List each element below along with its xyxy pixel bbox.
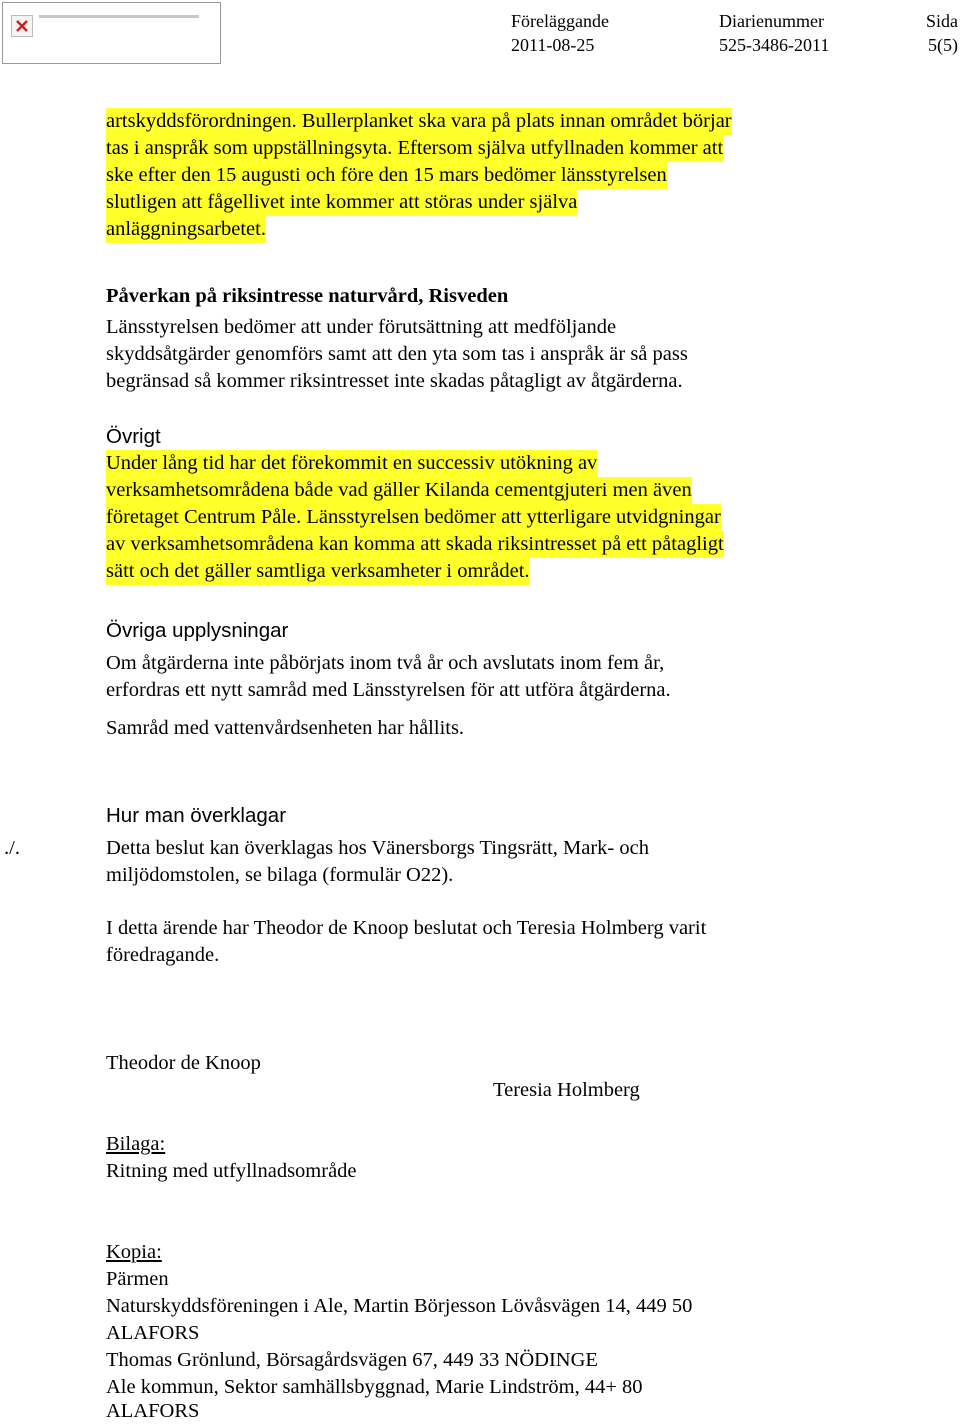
riks-line: Länsstyrelsen bedömer att under förutsättning att medföljande bbox=[106, 316, 617, 338]
intro-line: artskyddsförordningen. Bullerplanket ska vara på plats innan området börjar bbox=[106, 108, 732, 135]
intro-line: tas i anspråk som uppställningsyta. Eftersom själva utfyllnaden kommer att bbox=[106, 135, 723, 162]
header-diarie-label: Diarienummer bbox=[719, 11, 824, 31]
kopia-item: Naturskyddsföreningen i Ale, Martin Börjesson Lövåsvägen 14, 449 50 bbox=[106, 1295, 693, 1317]
kopia-item: Ale kommun, Sektor samhällsbyggnad, Marie Lindström, 44+ 80 bbox=[106, 1376, 643, 1398]
kopia-item: Pärmen bbox=[106, 1268, 169, 1290]
kopia-item: ALAFORS bbox=[106, 1400, 200, 1422]
header-date: 2011-08-25 bbox=[511, 35, 595, 55]
kopia-item: Thomas Grönlund, Börsagårdsvägen 67, 449 33 NÖDINGE bbox=[106, 1349, 598, 1371]
signature-first: Theodor de Knoop bbox=[106, 1052, 261, 1074]
alt-text-line bbox=[39, 15, 199, 18]
header-type-label: Föreläggande bbox=[511, 11, 609, 31]
ovrigt-line: sätt och det gäller samtliga verksamheter i området. bbox=[106, 558, 530, 585]
kopia-label: Kopia: bbox=[106, 1241, 162, 1263]
overklagar-line: Detta beslut kan överklagas hos Vänersborgs Tingsrätt, Mark- och bbox=[106, 837, 649, 859]
overklagar-line: miljödomstolen, se bilaga (formulär O22). bbox=[106, 864, 454, 886]
intro-line: anläggningsarbetet. bbox=[106, 216, 266, 243]
ovrigt-line: Under lång tid har det förekommit en successiv utökning av bbox=[106, 450, 597, 477]
riks-line: skyddsåtgärder genomförs samt att den yta som tas i anspråk är så pass bbox=[106, 343, 688, 365]
intro-line: slutligen att fågellivet inte kommer att störas under själva bbox=[106, 189, 577, 216]
upplysningar-extra: Samråd med vattenvårdsenheten har hållits. bbox=[106, 717, 465, 739]
decision-line: I detta ärende har Theodor de Knoop beslutat och Teresia Holmberg varit bbox=[106, 917, 707, 939]
ovrigt-line: företaget Centrum Påle. Länsstyrelsen bedömer att ytterligare utvidgningar bbox=[106, 504, 721, 531]
upplysningar-heading: Övriga upplysningar bbox=[106, 619, 289, 642]
header-page-label: Sida bbox=[925, 11, 958, 31]
header-page-number: 5(5) bbox=[928, 35, 958, 55]
ovrigt-heading: Övrigt bbox=[106, 425, 161, 448]
bilaga-item: Ritning med utfyllnadsområde bbox=[106, 1160, 357, 1182]
overklagar-marker: ./. bbox=[4, 837, 20, 859]
riks-line: begränsad så kommer riksintresset inte skadas påtagligt av åtgärderna. bbox=[106, 370, 683, 392]
kopia-item: ALAFORS bbox=[106, 1322, 200, 1344]
bilaga-label: Bilaga: bbox=[106, 1133, 166, 1155]
upplysningar-line: erfordras ett nytt samråd med Länsstyrelsen för att utföra åtgärderna. bbox=[106, 679, 671, 701]
overklagar-heading: Hur man överklagar bbox=[106, 804, 287, 827]
upplysningar-line: Om åtgärderna inte påbörjats inom två år och avslutats inom fem år, bbox=[106, 652, 665, 674]
ovrigt-line: av verksamhetsområdena kan komma att skada riksintresset på ett påtagligt bbox=[106, 531, 724, 558]
broken-image-icon bbox=[11, 15, 33, 37]
signature-second: Teresia Holmberg bbox=[493, 1079, 640, 1101]
logo-placeholder bbox=[2, 2, 221, 64]
riks-heading: Påverkan på riksintresse naturvård, Risveden bbox=[106, 285, 509, 307]
ovrigt-line: verksamhetsområdena både vad gäller Kilanda cementgjuteri men även bbox=[106, 477, 692, 504]
header-diarie-number: 525-3486-2011 bbox=[719, 35, 830, 55]
decision-line: föredragande. bbox=[106, 944, 220, 966]
intro-line: ske efter den 15 augusti och före den 15 mars bedömer länsstyrelsen bbox=[106, 162, 667, 189]
